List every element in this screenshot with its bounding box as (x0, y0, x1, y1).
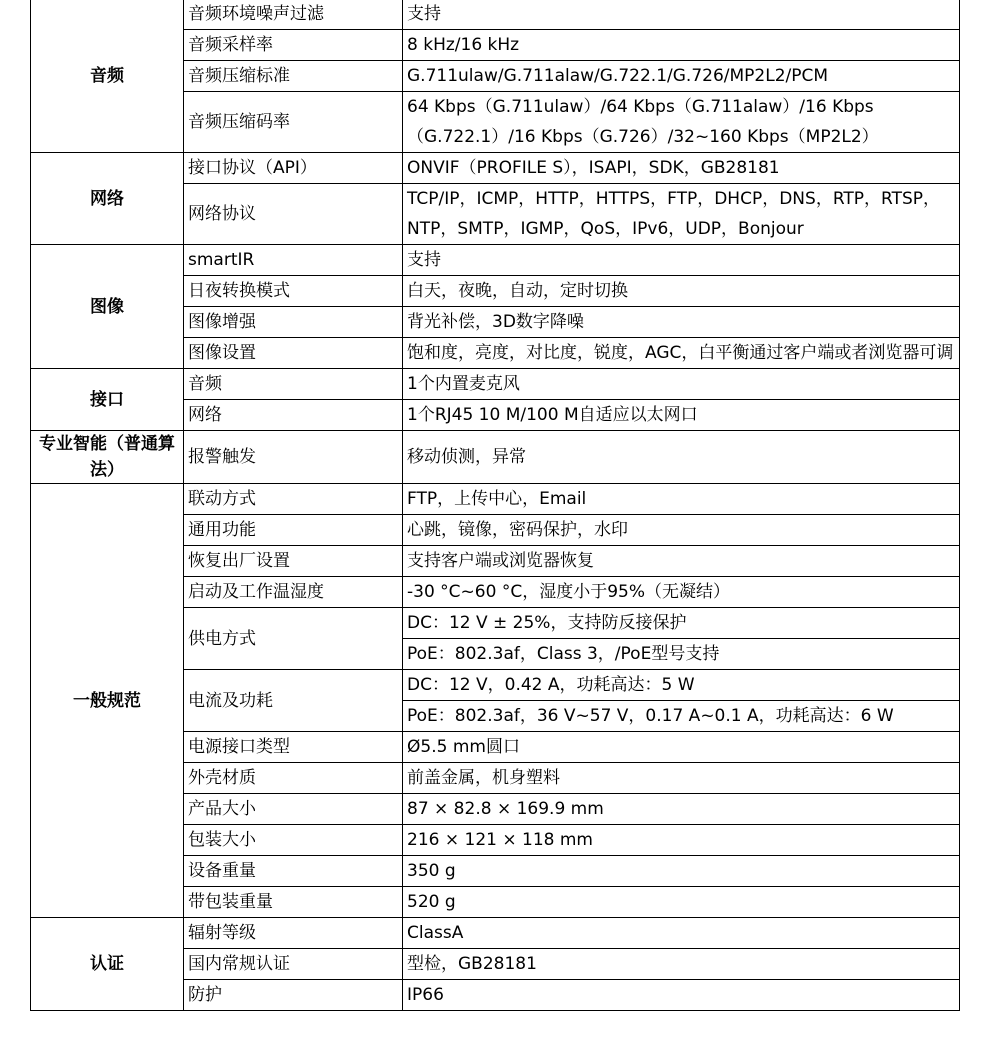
table-row (31, 245, 960, 276)
spec-item-value: DC：12 V，0.42 A，功耗高达：5 W (403, 670, 960, 701)
spec-item-label: 外壳材质 (184, 763, 403, 794)
spec-item-label: 日夜转换模式 (184, 276, 403, 307)
spec-item-value: 350 g (403, 856, 960, 887)
spec-item-value: 支持客户端或浏览器恢复 (403, 546, 960, 577)
spec-item-label: 供电方式 (184, 608, 403, 670)
spec-item-value: DC：12 V ± 25%，支持防反接保护 (403, 608, 960, 639)
spec-item-label: 报警触发 (184, 431, 403, 484)
spec-item-label: 通用功能 (184, 515, 403, 546)
section-category: 专业智能（普通算法） (31, 431, 184, 484)
spec-item-value: TCP/IP，ICMP，HTTP，HTTPS，FTP，DHCP，DNS，RTP，RTSP，NTP，SMTP，IGMP，QoS，IPv6，UDP，Bonjour (403, 184, 960, 245)
spec-item-label: 音频压缩码率 (184, 92, 403, 153)
spec-item-label: 音频采样率 (184, 30, 403, 61)
table-row (31, 918, 960, 949)
section-category: 图像 (31, 245, 184, 369)
spec-item-value: 心跳，镜像，密码保护，水印 (403, 515, 960, 546)
spec-item-label: 音频 (184, 369, 403, 400)
spec-item-label: 辐射等级 (184, 918, 403, 949)
spec-item-label: 音频压缩标准 (184, 61, 403, 92)
spec-item-label: 国内常规认证 (184, 949, 403, 980)
spec-item-value: 移动侦测，异常 (403, 431, 960, 484)
spec-item-value: ClassA (403, 918, 960, 949)
section-category: 音频 (31, 0, 184, 153)
spec-item-value: 1个内置麦克风 (403, 369, 960, 400)
table-row (31, 484, 960, 515)
spec-item-label: 接口协议（API） (184, 153, 403, 184)
section-category: 网络 (31, 153, 184, 245)
spec-table (30, 0, 960, 1011)
spec-item-value: -30 °C~60 °C，湿度小于95%（无凝结） (403, 577, 960, 608)
spec-item-value: FTP，上传中心，Email (403, 484, 960, 515)
spec-item-label: 网络 (184, 400, 403, 431)
spec-item-value: IP66 (403, 980, 960, 1011)
section-category: 一般规范 (31, 484, 184, 918)
spec-item-value: 64 Kbps（G.711ulaw）/64 Kbps（G.711alaw）/16 Kbps（G.722.1）/16 Kbps（G.726）/32~160 Kbps（MP2L2） (403, 92, 960, 153)
spec-item-label: 电流及功耗 (184, 670, 403, 732)
spec-item-value: ONVIF（PROFILE S），ISAPI，SDK，GB28181 (403, 153, 960, 184)
spec-item-value: 520 g (403, 887, 960, 918)
spec-item-value: 支持 (403, 245, 960, 276)
spec-item-label: 联动方式 (184, 484, 403, 515)
spec-item-label: 产品大小 (184, 794, 403, 825)
spec-item-value: 支持 (403, 0, 960, 30)
spec-item-label: 恢复出厂设置 (184, 546, 403, 577)
spec-item-label: 网络协议 (184, 184, 403, 245)
spec-table-body (31, 0, 960, 1011)
spec-item-label: 带包装重量 (184, 887, 403, 918)
spec-item-label: 启动及工作温湿度 (184, 577, 403, 608)
table-row (31, 369, 960, 400)
spec-item-label: 音频环境噪声过滤 (184, 0, 403, 30)
spec-item-label: 电源接口类型 (184, 732, 403, 763)
spec-item-value: 87 × 82.8 × 169.9 mm (403, 794, 960, 825)
spec-item-value: G.711ulaw/G.711alaw/G.722.1/G.726/MP2L2/PCM (403, 61, 960, 92)
spec-item-label: smartIR (184, 245, 403, 276)
spec-item-value: 白天，夜晚，自动，定时切换 (403, 276, 960, 307)
spec-item-label: 包装大小 (184, 825, 403, 856)
spec-item-value: 216 × 121 × 118 mm (403, 825, 960, 856)
section-category: 认证 (31, 918, 184, 1011)
table-row (31, 431, 960, 484)
spec-item-label: 图像设置 (184, 338, 403, 369)
spec-item-label: 图像增强 (184, 307, 403, 338)
spec-item-value: 饱和度，亮度，对比度，锐度，AGC，白平衡通过客户端或者浏览器可调 (403, 338, 960, 369)
spec-item-value: Ø5.5 mm圆口 (403, 732, 960, 763)
spec-item-value: 1个RJ45 10 M/100 M自适应以太网口 (403, 400, 960, 431)
spec-item-value: PoE：802.3af，Class 3，/PoE型号支持 (403, 639, 960, 670)
table-row (31, 0, 960, 30)
spec-item-label: 设备重量 (184, 856, 403, 887)
table-row (31, 153, 960, 184)
spec-item-value: 前盖金属，机身塑料 (403, 763, 960, 794)
spec-item-value: 背光补偿，3D数字降噪 (403, 307, 960, 338)
spec-item-value: 型检，GB28181 (403, 949, 960, 980)
spec-item-value: 8 kHz/16 kHz (403, 30, 960, 61)
spec-item-value: PoE：802.3af，36 V~57 V，0.17 A~0.1 A，功耗高达：6 W (403, 701, 960, 732)
section-category: 接口 (31, 369, 184, 431)
spec-item-label: 防护 (184, 980, 403, 1011)
